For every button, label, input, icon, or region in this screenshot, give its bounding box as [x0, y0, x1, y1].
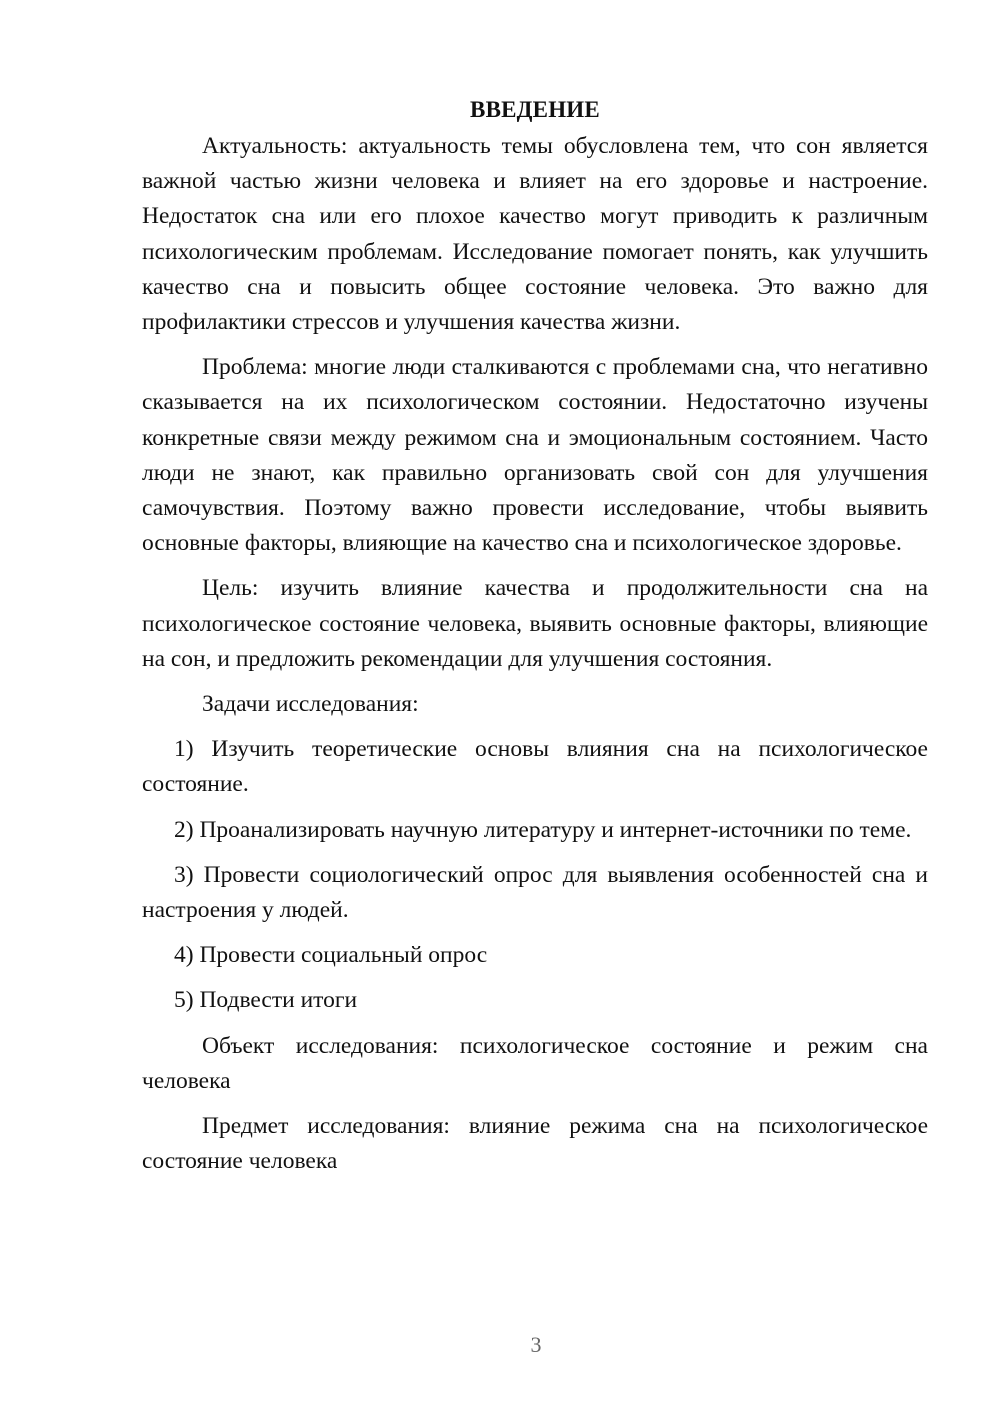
object-paragraph: Объект исследования: психологическое состояние и режим сна человека — [142, 1032, 928, 1094]
page-number: 3 — [530, 1332, 542, 1357]
task-item: 4) Провести социальный опрос — [174, 942, 488, 969]
tasks-title: Задачи исследования: — [202, 691, 419, 718]
task-item: 2) Проанализировать научную литературу и интернет-источники по теме. — [174, 816, 912, 843]
document-page — [142, 92, 928, 1189]
task-item: 5) Подвести итоги — [174, 987, 358, 1014]
problem-paragraph: Проблема: многие люди сталкиваются с проблемами сна, что негативно сказывается на их психологическом состоянии. Недостаточно изучены конкретные связи между режимом сна и эмоциональным состоянием. Часто люди не знают, как правильно организовать свой сон для улучшения самочувствия. Поэтому важно провести исследование, чтобы выявить основные факторы, влияющие на качество сна и психологическое здоровье. — [142, 354, 928, 557]
task-item: 1) Изучить теоретические основы влияния сна на психологическое состояние. — [142, 736, 928, 798]
task-item: 3) Провести социологический опрос для выявления особенностей сна и настроения у людей. — [142, 861, 928, 924]
subject-paragraph: Предмет исследования: влияние режима сна на психологическое состояние человека — [142, 1113, 928, 1175]
goal-paragraph: Цель: изучить влияние качества и продолжительности сна на психологическое состояние человека, выявить основные факторы, влияющие на сон, и предложить рекомендации для улучшения состояния. — [142, 575, 928, 672]
relevance-paragraph: Актуальность: актуальность темы обусловлена тем, что сон является важной частью жизни человека и влияет на его здоровье и настроение. Недостаток сна или его плохое качество могут приводить к различным психологическим проблемам. Исследование помогает понять, как улучшить качество сна и повысить общее состояние человека. Это важно для профилактики стрессов и улучшения качества жизни. — [142, 133, 928, 336]
section-heading: ВВЕДЕНИЕ — [470, 97, 600, 122]
